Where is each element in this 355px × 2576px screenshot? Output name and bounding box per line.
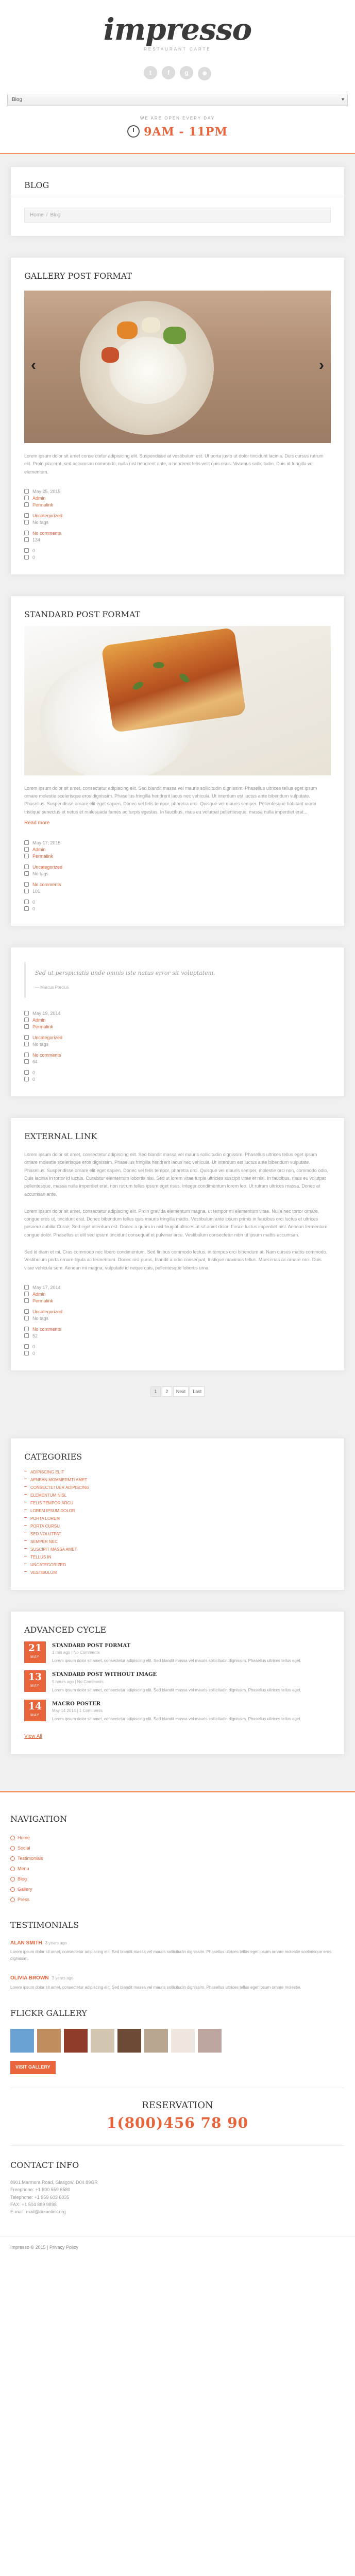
blog-title-box [10,166,345,236]
post-likes: 0 [32,899,36,905]
flickr-title: FLICKR GALLERY [10,2008,87,2019]
post-views: 64 [32,1059,38,1065]
footer-nav-item[interactable]: Gallery [10,1884,345,1894]
food-image-herb [153,662,164,668]
contact-title: CONTACT INFO [10,2160,79,2170]
slider-next-icon[interactable]: › [319,357,324,374]
post-title[interactable]: EXTERNAL LINK [24,1131,97,1142]
quote-block [24,962,331,998]
quote-author: — Marcus Porcius [35,985,69,990]
post-standard [10,596,345,926]
clock-icon [127,125,140,138]
contact-email[interactable]: E-mail: mail@demolink.org [10,2209,66,2215]
flickr-thumb[interactable] [117,2029,141,2053]
category-item[interactable]: PORTA LOREM [24,1515,331,1522]
post-excerpt: Lorem ipsum dolor sit amet conse ctetur adipisicing elit. Suspendisse at vestibulum est. Ut porta justo ut dolor tincidunt lacinia. Duis cursus rutrum elit. Proin placerat, sed accumsan commodo, nulla nisl hendrerit ante, a hendrerit felis velit quis risus. Vivamus sollicitudin. Duis id fringilla vel elementum. [24,453,324,474]
calendar-icon [24,1011,29,1015]
hours-value: 9AM - 11PM [144,125,228,139]
calendar-icon [24,840,29,845]
link-icon [24,854,29,858]
category-item[interactable]: SEMPER NEC [24,1538,331,1546]
post-comments[interactable]: No comments [32,1053,61,1058]
rss-icon[interactable]: ◉ [198,67,211,80]
footer [0,1791,355,2258]
thumbs-up-icon[interactable] [24,1070,29,1075]
post-comments[interactable]: No comments [32,1326,61,1332]
post-permalink[interactable]: Permalink [32,853,54,859]
nav-select-value: Blog [12,97,23,103]
widget-title: ADVANCED CYCLE [24,1624,107,1635]
date-badge [24,1700,46,1721]
social-links [0,66,355,80]
cycle-item-meta: 1 min ago | No Comments [52,1650,100,1655]
food-image-rice [109,337,187,404]
post-tags: No tags [32,871,49,876]
testimonial-date: 3 years ago [45,1940,67,1945]
post-permalink[interactable]: Permalink [32,1024,54,1030]
calendar-icon [24,1285,29,1290]
post-likes: 0 [32,1344,36,1349]
folder-icon [24,1035,29,1040]
eye-icon [24,889,29,893]
tag-icon [24,520,29,524]
thumbs-down-icon[interactable] [24,555,29,560]
flickr-thumb[interactable] [198,2029,222,2053]
food-image-lasagna [101,628,246,733]
post-views: 134 [32,537,41,543]
contact-line: FAX: +1 504 889 9898 [10,2202,57,2207]
logo[interactable] [0,0,355,53]
post-title[interactable]: STANDARD POST FORMAT [24,609,141,619]
post-tags: No tags [32,1315,49,1321]
footer-nav-item[interactable]: Blog [10,1874,345,1884]
category-item[interactable]: FELIS TEMPOR ARCU [24,1499,331,1507]
post-permalink[interactable]: Permalink [32,1298,54,1303]
post-meta [24,840,331,912]
cycle-item-title[interactable]: MACRO POSTER [52,1701,101,1707]
footer-nav-title: NAVIGATION [10,1814,67,1824]
post-author[interactable]: Admin [32,846,46,852]
date-month: MAY [30,1655,40,1659]
eye-icon [24,1059,29,1064]
food-image-greens [163,327,186,344]
post-category[interactable]: Uncategorized [32,513,63,518]
facebook-icon[interactable]: f [162,66,175,79]
folder-icon [24,513,29,518]
cycle-item-excerpt: Lorem ipsum dolor sit amet, consectetur adipiscing elit. Sed blandit massa vel mauris sollicitudin dignissim. Phasellus ultrices tellus eget. [52,1687,301,1692]
testimonials-title: TESTIMONIALS [10,1920,79,1930]
post-meta [24,1284,331,1357]
post-dislikes: 0 [32,1077,36,1082]
quote-text: Sed ut perspiciatis unde omnis iste natus error sit voluptatem. [35,969,215,976]
page-2[interactable]: 2 [162,1386,172,1397]
post-dislikes: 0 [32,906,36,911]
page-title: BLOG [24,180,49,190]
flickr-thumb[interactable] [171,2029,195,2053]
post-views: 52 [32,1333,38,1338]
post-comments[interactable]: No comments [32,530,61,536]
post-comments[interactable]: No comments [32,882,61,887]
post-meta [24,488,331,561]
post-category[interactable]: Uncategorized [32,864,63,870]
post-text: Lorem ipsum dolor sit amet, consectetur adipiscing elit. Proin gravida elementum magna, ut tempor mi elementum vitae. Nulla nec tortor ornare, congue eros ut, tincidunt erat. Donec bibendum tellus quis mauris fringilla mattis. Vestibulum ante ipsum primis in faucibus orci luctus et ultrices posuere cubilia Curae; Sed eget interdum est. Donec a quam in nisl feugiat ultrices ut sit amet dolor. Fusce luctus imperdiet nisl. Aenean fermentum congue dolor. Phasellus ut elit sed ipsum tincidunt consequat et pulvinar arcu. Vestibulum consectetur nibh ut ipsum mattis accumsan. [24,1208,328,1238]
category-item[interactable]: ADIPISCING ELIT [24,1468,331,1476]
cycle-item [24,1700,331,1723]
flickr-thumbs [10,2029,345,2053]
footer-nav-item[interactable]: Menu [10,1863,345,1874]
cycle-item-meta: 5 hours ago | No Comments [52,1679,104,1684]
comment-icon [24,1327,29,1331]
footer-nav-item[interactable]: Social [10,1843,345,1853]
advanced-cycle-widget [10,1611,345,1755]
cycle-item-excerpt: Lorem ipsum dolor sit amet, consectetur adipiscing elit. Sed blandit massa vel mauris sollicitudin dignissim. Phasellus ultrices tellus eget. [52,1658,301,1664]
date-month: MAY [30,1713,40,1717]
post-dislikes: 0 [32,1350,36,1356]
post-author[interactable]: Admin [32,1291,46,1297]
category-item[interactable]: LOREM IPSUM DOLOR [24,1507,331,1515]
food-image-carrot [117,321,138,339]
chevron-down-icon: ▾ [341,97,344,103]
user-icon [24,847,29,852]
category-item[interactable]: CONSECTETUER ADIPISCING [24,1484,331,1492]
date-day: 13 [28,1671,42,1683]
post-likes: 0 [32,1070,36,1076]
post-gallery [10,257,345,575]
comment-icon [24,1053,29,1057]
post-title[interactable]: GALLERY POST FORMAT [24,271,132,281]
view-all-link[interactable]: View All [24,1734,42,1740]
main-content [0,154,355,1791]
post-dislikes: 0 [32,554,36,560]
date-day: 14 [28,1700,42,1712]
eye-icon [24,537,29,542]
post-author[interactable]: Admin [32,495,46,501]
contact-info [10,2179,345,2216]
reservation-label: RESERVATION [142,2099,213,2111]
testimonial-text: Lorem ipsum dolor sit amet, consectetur adipiscing elit. Sed blandit massa vel mauris sollicitudin dignissim. Phasellus ultrices tellus eget ipsum ornare molestie scelerisque eros dignissim. [10,1950,331,1961]
contact-line: 8901 Marmora Road, Glasgow, D04 89GR [10,2179,98,2185]
comment-icon [24,531,29,535]
post-date: May 17, 2014 [32,1284,61,1290]
breadcrumb: Home / Blog [24,208,331,223]
user-icon [24,1018,29,1022]
post-meta [24,1010,331,1083]
category-item[interactable]: UNCATEGORIZED [24,1561,331,1569]
post-date: May 17, 2015 [32,840,61,845]
flickr-thumb[interactable] [37,2029,61,2053]
link-icon [24,1298,29,1303]
post-image[interactable] [24,626,331,775]
category-item[interactable]: SED VOLUTPAT [24,1530,331,1538]
logo-tagline: RESTAURANT CARTE [144,47,211,52]
category-item[interactable]: AENEAN MOMMERMTI AMET [24,1476,331,1484]
testimonial [10,1939,345,1962]
breadcrumb-home[interactable]: Home [30,212,44,218]
post-text: Lorem ipsum dolor sit amet, consectetur adipiscing elit. Sed blandit massa vel mauris sollicitudin dignissim. Phasellus ultrices tellus eget ipsum ornare molestie scelerisque eros dignissim. Phasellus fringilla hendrerit lacus nec vehicula. Ut interdum est luctus ante bibendum vulputate. Phasellus. Suspendisse ornare elit eget sapien. Donec vel felis tempor, pharetra orci. Quisque vel mauris semper, molestie orci non, commodo odio. Duis lacinia in tortor id luctus. Curabitur elementum lobortis nisi. Sed ut lorem vitae turpis ultricies suscipit vitae et nisl. In faucibus, risus eu volutpat pellentesque, massa nulla imperdiet erat, non rutrum tellus ipsum eget risus. Integer condimentum lorem leo. Ut rutrum ultrices massa. Donec at accumsan ante. [24,1152,328,1197]
food-image-pepper [102,347,119,363]
post-category[interactable]: Uncategorized [32,1309,63,1314]
pagination [10,1386,345,1397]
tag-icon [24,1042,29,1046]
testimonial-name: ALAN SMITH [10,1940,42,1946]
page-last[interactable]: Last [190,1386,205,1397]
tag-icon [24,871,29,876]
widget-title: CATEGORIES [24,1451,82,1462]
user-icon [24,496,29,500]
footer-nav-item[interactable]: Press [10,1894,345,1905]
breadcrumb-current: Blog [50,212,61,218]
thumbs-down-icon[interactable] [24,1351,29,1355]
cycle-item-meta: May 14 2014 | 1 Comments [52,1708,103,1714]
contact-line: Telephone: +1 959 603 6035 [10,2194,70,2200]
reservation-phone[interactable]: 1(800)456 78 90 [106,2114,249,2131]
footer-nav-item[interactable]: Home [10,1833,345,1843]
category-item[interactable]: TELLUS IN [24,1553,331,1561]
copyright-text: Impresso © 2015 [10,2244,46,2250]
date-month: MAY [30,1684,40,1688]
thumbs-up-icon[interactable] [24,548,29,553]
thumbs-up-icon[interactable] [24,900,29,904]
testimonial-name: OLIVIA BROWN [10,1975,49,1981]
logo-text[interactable]: impresso [103,12,252,47]
folder-icon [24,1309,29,1314]
thumbs-up-icon[interactable] [24,1344,29,1349]
opening-hours [0,115,355,141]
testimonial [10,1974,345,1991]
eye-icon [24,1333,29,1338]
post-date: May 25, 2015 [32,488,61,494]
flickr-thumb[interactable] [10,2029,34,2053]
categories-widget [10,1438,345,1590]
cycle-item-title[interactable]: STANDARD POST FORMAT [52,1642,131,1649]
post-author[interactable]: Admin [32,1018,46,1023]
flickr-thumb[interactable] [64,2029,88,2053]
nav-select[interactable] [7,94,348,106]
page-1[interactable]: 1 [150,1386,161,1397]
copyright-bar: Impresso © 2015 | Privacy Policy [0,2236,355,2259]
tag-icon [24,1316,29,1320]
post-views: 101 [32,888,41,894]
category-list [24,1468,331,1577]
post-link [10,1117,345,1371]
date-day: 21 [28,1642,42,1654]
post-quote [10,947,345,1097]
cycle-item [24,1641,331,1665]
read-more-link[interactable]: Read more [24,820,50,826]
cycle-item-excerpt: Lorem ipsum dolor sit amet, consectetur adipiscing elit. Sed blandit massa vel mauris sollicitudin dignissim. Phasellus ultrices tellus eget. [52,1717,301,1722]
post-excerpt: Lorem ipsum dolor sit amet, consectetur adipiscing elit. Sed blandit massa vel mauris sollicitudin dignissim. Phasellus ultrices tellus eget ipsum ornare molestie scelerisque eros dignissim. Phasellus fringilla hendrerit lacus nec vehicula. Ut interdum est luctus ante bibendum vulputate. Phasellus. Suspendisse ornare elit eget sapien. Donec vel felis tempor, pharetra orci. Quisque vel mauris semper. Pellentesque habitant morbi tristique senectus et netus et malesuada fames ac turpis egestas. In faucibus, risus eu volutpat pellentesque, massa nulla imperdiet erat... [24,785,317,815]
post-category[interactable]: Uncategorized [32,1035,63,1041]
page-next[interactable]: Next [173,1386,189,1397]
reservation [10,2088,345,2146]
privacy-link[interactable]: Privacy Policy [49,2244,79,2250]
category-item[interactable]: PORTA CURSU [24,1522,331,1530]
calendar-icon [24,489,29,494]
post-gallery-slider[interactable] [24,291,331,443]
post-likes: 0 [32,548,36,553]
thumbs-down-icon[interactable] [24,1077,29,1081]
header [0,0,355,154]
category-item[interactable]: SUSCIPIT MASSA AMET [24,1546,331,1553]
date-badge [24,1670,46,1692]
comment-icon [24,882,29,887]
flickr-thumb[interactable] [91,2029,114,2053]
post-date: May 19, 2014 [32,1011,61,1016]
link-icon [24,1024,29,1029]
testimonial-text: Lorem ipsum dolor sit amet, consectetur adipiscing elit. Sed blandit massa vel mauris sollicitudin dignissim. Phasellus ultrices tellus eget ipsum ornare molestie. [10,1985,301,1990]
visit-gallery-button[interactable]: VISIT GALLERY [10,2061,56,2074]
food-image-egg [142,317,160,333]
folder-icon [24,865,29,869]
post-tags: No tags [32,519,49,525]
post-text: Sed id diam et mi. Cras commodo nec libero condimentum. Sed finibus commodo lectus, in tempus orci bibendum at. Nam cursus mattis commodo. Vestibulum porta ornare ligula ac fermentum. Donec nisl purus, blandit a odio consequat, tristique maximus tellus. Maecenas ac ornare orci. Duis vitae vehicula sem. Aenean mi magna, vulputate id neque quis, pellentesque lobortis urna. [24,1249,328,1270]
category-item[interactable]: VESTIBULUM [24,1569,331,1577]
contact-line: Freephone: +1 800 559 6580 [10,2187,71,2193]
testimonial-date: 3 years ago [52,1976,74,1981]
google-plus-icon[interactable]: g [180,66,193,79]
post-permalink[interactable]: Permalink [32,502,54,507]
category-item[interactable]: ELEMENTUM NISL [24,1492,331,1499]
post-tags: No tags [32,1042,49,1047]
cycle-item [24,1670,331,1693]
footer-nav [10,1833,345,1905]
link-icon [24,502,29,507]
thumbs-down-icon[interactable] [24,906,29,911]
slider-prev-icon[interactable]: ‹ [31,357,36,374]
footer-nav-item[interactable]: Testimonials [10,1853,345,1863]
flickr-thumb[interactable] [144,2029,168,2053]
hours-label: WE ARE OPEN EVERY DAY [140,116,215,121]
twitter-icon[interactable]: t [144,66,157,79]
cycle-item-title[interactable]: STANDARD POST WITHOUT IMAGE [52,1672,157,1678]
date-badge [24,1641,46,1663]
user-icon [24,1292,29,1296]
